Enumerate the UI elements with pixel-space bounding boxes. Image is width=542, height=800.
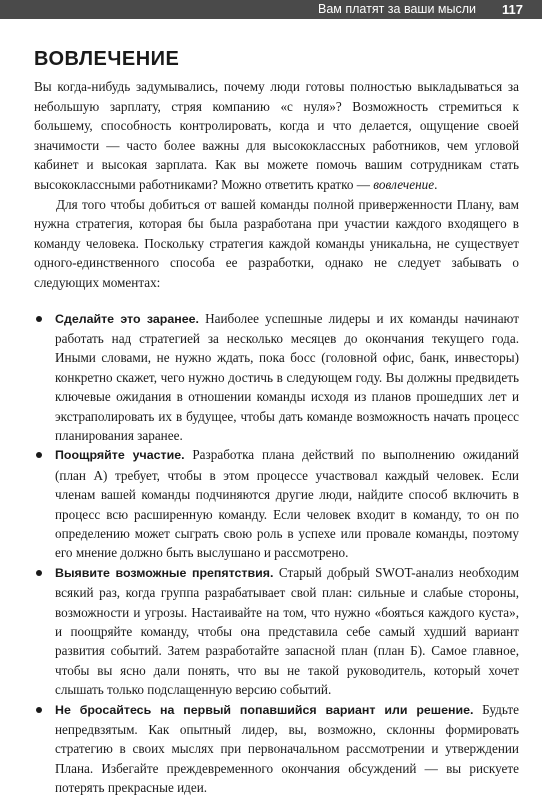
bullet-icon [36, 452, 42, 458]
bullet-lead: Сделайте это заранее. [55, 311, 199, 326]
page-number: 117 [502, 2, 523, 17]
intro-text: Вы когда-нибудь задумывались, почему люди готовы полностью выкладываться за небольшую зарплату, стряя компанию «с нуля»? Возможность стремиться к большему, способность контролировать, когда и что делается, ощущение своей значимости — часто более важны для высококлассных работников, чем угловой кабинет и высокая зарплата. Как вы можете помочь вашим сотрудникам стать высококлассными работниками? Можно ответить кратко — [34, 79, 519, 192]
intro-emphasis: вовлечение [373, 176, 435, 192]
bullet-item [34, 445, 519, 562]
running-title: Вам платят за ваши мысли [318, 2, 476, 16]
intro-paragraph [34, 77, 519, 195]
bullet-text: Будьте непредвзятым. Как опытный лидер, вы, возможно, склонны формировать стратегию в своих мыслях при первоначальном рассмотрении и утверждении Плана. Избегайте преждевременного окончания обсуждений — вы рискуете потерять прекрасные идеи. [55, 701, 519, 796]
bullet-text: Старый добрый SWOT-анализ необходим всякий раз, когда группа разрабатывает свой план: сильные и слабые стороны, возможности и угрозы. Настаивайте на том, что нужно «бояться каждого куста», и поощряйте команду, чтобы она представила себе самый худший вариант развития событий. Затем разработайте запасной план (план Б). Самое главное, чтобы вы ясно дали понять, что вы не такой руководитель, который хочет слышать только подслащенную версию событий. [55, 564, 519, 698]
section-heading: ВОВЛЕЧЕНИЕ [34, 48, 180, 70]
bullet-list [34, 309, 519, 798]
bullet-item [34, 563, 519, 700]
page-header [0, 0, 542, 26]
bullet-lead: Выявите возможные препятствия. [55, 565, 274, 580]
second-paragraph: Для того чтобы добиться от вашей команды полной приверженности Плану, вам нужна стратегия, которая бы была разработана при участии каждого входящего в команду человека. Поскольку стратегия каждой команды уникальна, не существует одного-единственного способа ее разработки, однако не следует забывать о следующих моментах: [34, 196, 519, 290]
bullet-item [34, 309, 519, 446]
bullet-lead: Не бросайтесь на первый попавшийся вариант или решение. [55, 702, 474, 717]
bullet-icon [36, 570, 42, 576]
bullet-text: Наиболее успешные лидеры и их команды начинают работать над стратегией за несколько месяцев до окончания текущего года. Иными словами, не нужно ждать, пока босс (головной офис, банк, инвесторы) конкретно скажет, чего нужно достичь в следующем году. Вы должны предвидеть ключевые ожидания в отношении команды исходя из планов прошедших лет и экстраполировать их в будущее, чтобы дать команде возможность начать процесс планирования заранее. [55, 310, 519, 443]
bullet-item [34, 700, 519, 798]
page-content [34, 48, 519, 798]
bullet-icon [36, 707, 42, 713]
intro-end: . [434, 176, 438, 192]
bullet-lead: Поощряйте участие. [55, 448, 185, 463]
bullet-icon [36, 316, 42, 322]
bullet-text: Разработка плана действий по выполнению ожиданий (план А) требует, чтобы в этом процессе участвовал каждый человек. Если членам вашей команды подчиняются другие люди, найдите способ включить в процесс всю расширенную команду. Если человек входит в команду, то он по определению может сыграть свою роль в успехе или провале команды, поэтому его мнение должно быть выслушано и рассмотрено. [55, 447, 519, 561]
